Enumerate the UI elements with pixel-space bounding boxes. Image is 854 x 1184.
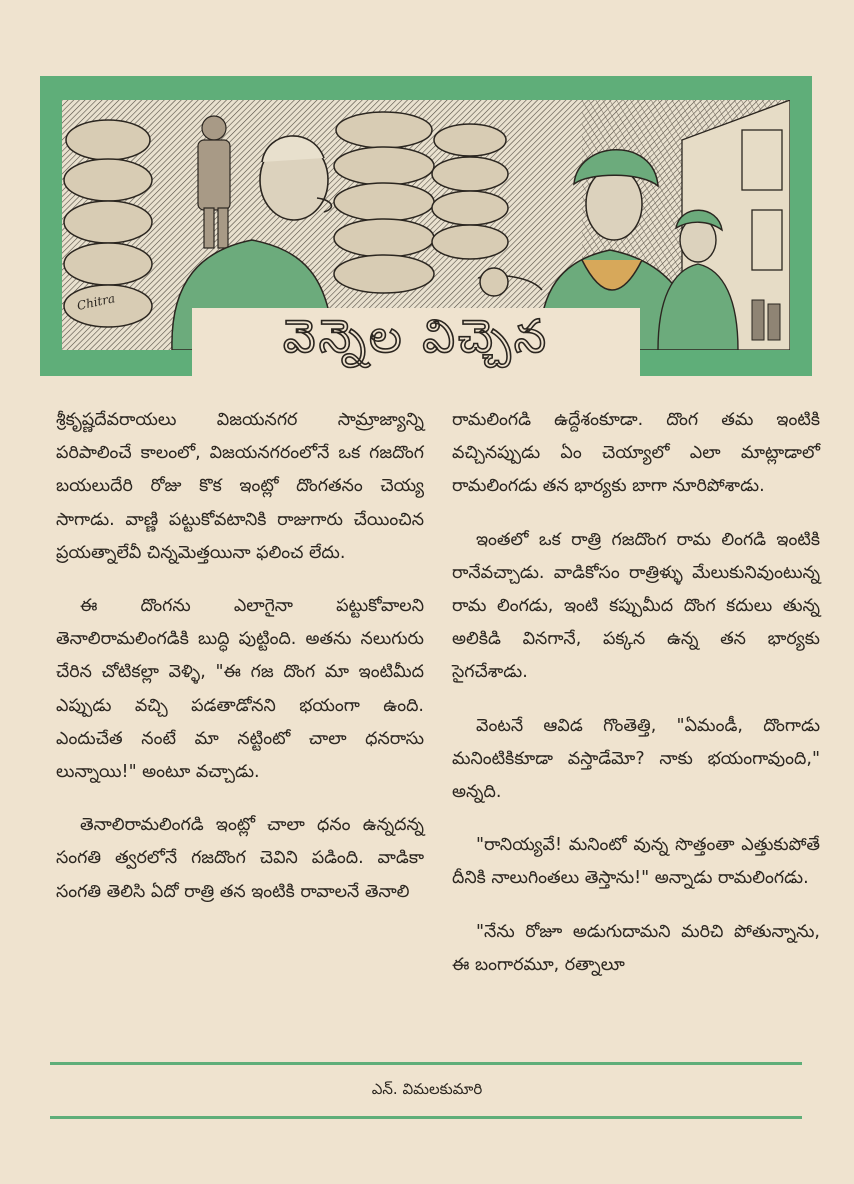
story-body bbox=[56, 404, 820, 1064]
header-banner bbox=[40, 76, 812, 376]
paragraph: ఈ దొంగను ఎలాగైనా పట్టుకోవాలని తెనాలిరామలింగడికి బుద్ధి పుట్టింది. అతను నలుగురు చేరిన చోటికల్లా వెళ్ళి, "ఈ గజ దొంగ మా ఇంటిమీద ఎప్పుడు వచ్చి పడతాడోనని భయంగా ఉంది. ఎందుచేత నంటే మా నట్టింటో చాలా ధనరాసు లున్నాయి!" అంటూ వచ్చాడు. bbox=[56, 596, 424, 783]
left-column bbox=[56, 404, 424, 929]
story-title: వెన్నెల విచ్చెన bbox=[282, 309, 550, 363]
divider-top bbox=[50, 1062, 802, 1065]
paragraph: రామలింగడి ఉద్దేశంకూడా. దొంగ తమ ఇంటికి వచ్చినప్పుడు ఏం చెయ్యాలో ఎలా మాట్లాడాలో రామలింగడు తన భార్యకు బాగా నూరిపోశాడు. bbox=[452, 410, 820, 497]
paragraph: తెనాలిరామలింగడి ఇంట్లో చాలా ధనం ఉన్నదన్న సంగతి త్వరలోనే గజదొంగ చెవిని పడింది. వాడికా సంగతి తెలిసి ఏదో రాత్రి తన ఇంటికి రావాలనే తెనాలి bbox=[56, 815, 424, 902]
right-column bbox=[452, 404, 820, 1002]
paragraph: "రానియ్యవే! మనింటో వున్న సొత్తంతా ఎత్తుకుపోతే దీనికి నాలుగింతలు తెస్తాను!" అన్నాడు రామలింగడు. bbox=[452, 835, 820, 889]
author-name: ఎన్. విమలకుమారి bbox=[371, 1080, 483, 1098]
paragraph: ఇంతలో ఒక రాత్రి గజదొంగ రామ లింగడి ఇంటికి రానేవచ్చాడు. వాడికోసం రాత్రిళ్ళు మేలుకునివుంటున్న రామ లింగడు, ఇంటి కప్పుమీద దొంగ కదులు తున్న అలికిడి వినగానే, పక్కన ఉన్న తన భార్యకు సైగచేశాడు. bbox=[452, 529, 820, 683]
divider-bottom bbox=[50, 1116, 802, 1119]
paragraph: వెంటనే ఆవిడ గొంతెత్తి, "ఏమండీ, దొంగాడు మనింటికికూడా వస్తాడేమో? నాకు భయంగావుంది," అన్నది. bbox=[452, 715, 820, 803]
paragraph: శ్రీకృష్ణదేవరాయలు విజయనగర సామ్రాజ్యాన్ని పరిపాలించే కాలంలో, విజయనగరంలోనే ఒక గజదొంగ బయలుదేరి రోజు కొక ఇంట్లో దొంగతనం చెయ్య సాగాడు. వాణ్ణి పట్టుకోవటానికి రాజుగారు చేయించిన ప్రయత్నాలేవీ చిన్నమెత్తయినా ఫలించ లేదు. bbox=[56, 410, 424, 563]
title-box bbox=[192, 308, 640, 376]
illustrator-signature: Chitra bbox=[75, 291, 117, 313]
paragraph: "నేను రోజూ అడుగుదామని మరిచి పోతున్నాను, ఈ బంగారమూ, రత్నాలూ bbox=[452, 921, 820, 975]
